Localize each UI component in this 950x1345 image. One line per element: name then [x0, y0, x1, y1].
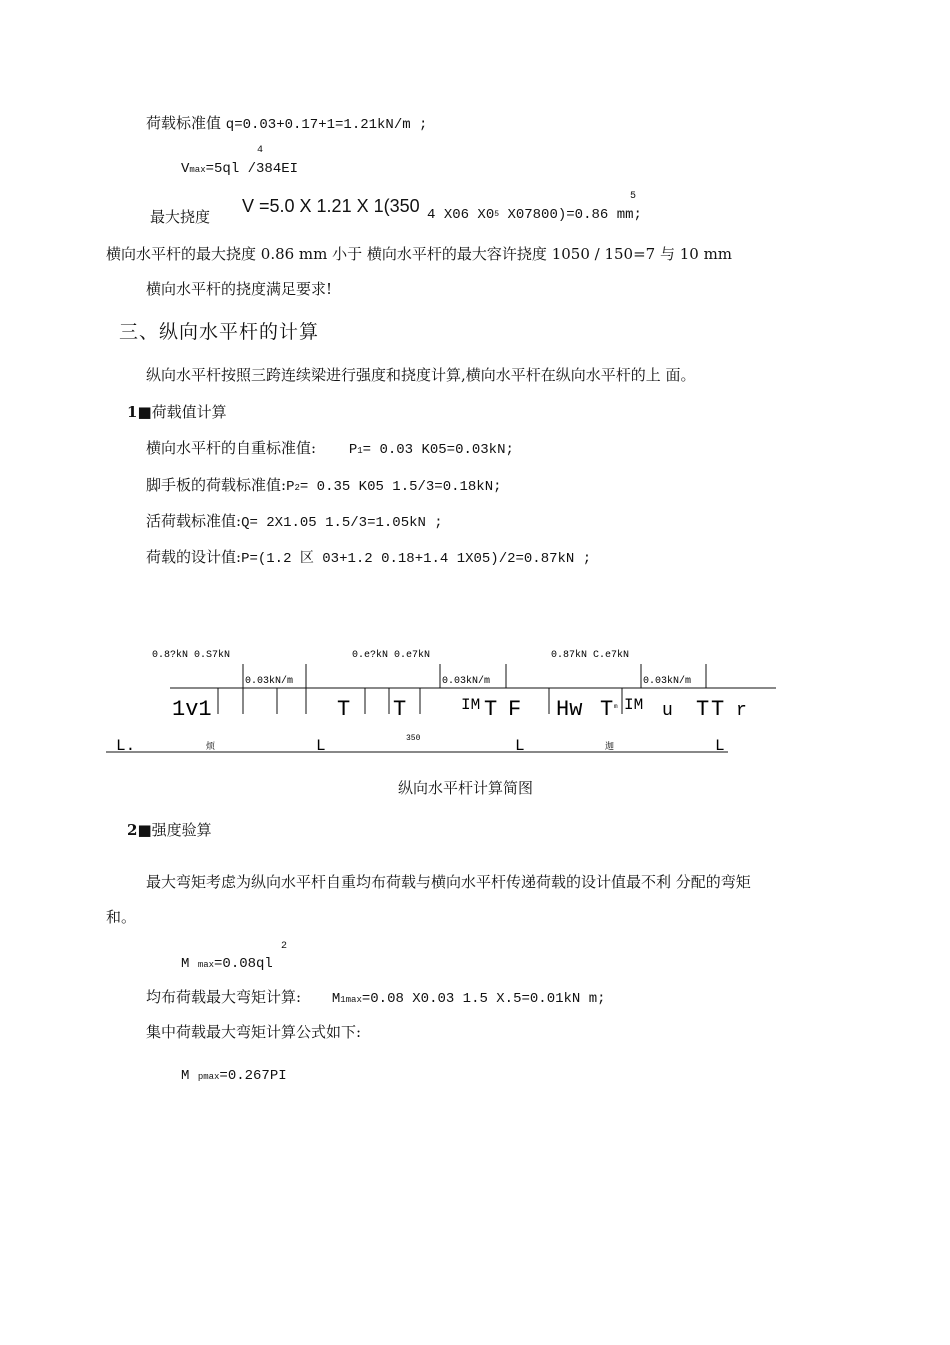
- support-label-2: L: [316, 737, 326, 755]
- glyph-12: T: [711, 697, 725, 722]
- uniform-moment-line: 均布荷载最大弯矩计算: M1max=0.08 X0.03 1.5 X.5=0.01kN m;: [146, 988, 606, 1007]
- moment-paragraph-line-1: 最大弯矩考虑为纵向水平杆自重均布荷载与横向水平杆传递荷载的设计值最不利 分配的弯矩: [146, 873, 751, 891]
- section-3-title: 三、纵向水平杆的计算: [119, 321, 320, 343]
- max-deflection-label: 最大挠度: [150, 208, 211, 226]
- board-load-line: 脚手板的荷载标准值:P2= 0.35 K05 1.5/3=0.18kN;: [146, 476, 502, 495]
- glyph-9: IM: [624, 696, 644, 714]
- max-deflection-exp: 5: [630, 191, 637, 202]
- support-label-3: L: [515, 737, 525, 755]
- max-deflection-tail: 4 X06 $X0^5$ X07800)=0.86 mm;: [427, 207, 642, 223]
- max-deflection-calc: V =5.0 X 1.21 X 1(350: [242, 196, 420, 216]
- glyph-tiny: m: [614, 703, 618, 710]
- glyph-5: T: [484, 697, 498, 722]
- self-weight-line: 横向水平杆的自重标准值: P1= 0.03 K05=0.03kN;: [146, 439, 514, 458]
- glyph-4: IM: [461, 696, 481, 714]
- moment-paragraph-line-2: 和。: [106, 908, 137, 926]
- span-label-1: 烦: [206, 742, 216, 752]
- glyph-row: [172, 696, 747, 722]
- live-load-line: 活荷载标准值:Q= 2X1.05 1.5/3=1.05kN ;: [146, 512, 443, 531]
- mpmax-formula: M pmax=0.267PI: [181, 1068, 287, 1084]
- black-square-icon: ■: [137, 821, 152, 839]
- dist-load-label-1: 0.03kN/m: [245, 676, 294, 687]
- load-standard-label: 荷载标准值: [146, 114, 222, 132]
- load-standard-formula: q=0.03+0.17+1=1.21kN/m ;: [225, 117, 428, 133]
- glyph-11: T: [696, 697, 710, 722]
- glyph-1: 1v1: [172, 697, 212, 722]
- mmax-exponent: 2: [281, 941, 288, 952]
- point-load-label-1: 0.8?kN 0.S7kN: [152, 650, 231, 661]
- support-label-1: L.: [116, 737, 136, 755]
- span-label-2: 350: [406, 734, 421, 743]
- point-load-label-2: 0.e?kN 0.e7kN: [352, 650, 431, 661]
- design-load-line: 荷载的设计值:P=(1.2 区 03+1.2 0.18+1.4 1X05)/2=0.87kN ;: [146, 548, 592, 567]
- point-load-label-3: 0.87kN C.e7kN: [551, 650, 630, 661]
- dist-load-label-2: 0.03kN/m: [442, 676, 491, 687]
- glyph-10: u: [662, 701, 673, 721]
- section-3-intro: 纵向水平杆按照三跨连续梁进行强度和挠度计算,横向水平杆在纵向水平杆的上 面。: [146, 366, 696, 384]
- glyph-2: T: [337, 697, 351, 722]
- item-2-heading: 2■强度验算: [127, 821, 212, 839]
- glyph-3: T: [393, 697, 407, 722]
- span-label-3: 迦: [605, 742, 615, 752]
- concentrated-moment-label: 集中荷载最大弯矩计算公式如下:: [146, 1023, 362, 1041]
- dist-load-label-3: 0.03kN/m: [643, 676, 692, 687]
- diagram-caption: 纵向水平杆计算简图: [398, 779, 534, 797]
- vmax-formula: Vmax=5ql /384EI: [181, 161, 299, 177]
- deflection-compare: 横向水平杆的最大挠度 0.86 mm 小于 横向水平杆的最大容许挠度 1050 / 150=7 与 10 mm: [106, 245, 733, 263]
- black-square-icon: ■: [137, 403, 152, 421]
- glyph-7: Hw: [556, 697, 583, 722]
- mmax-formula: M max=0.08ql: [181, 956, 273, 972]
- deflection-conclusion: 横向水平杆的挠度满足要求!: [146, 280, 333, 298]
- vmax-exponent: 4: [257, 145, 264, 156]
- support-label-4: L: [715, 737, 725, 755]
- glyph-13: r: [736, 701, 747, 721]
- glyph-6: F: [508, 697, 522, 722]
- item-1-heading: 1■荷载值计算: [127, 403, 227, 421]
- glyph-8: T: [600, 697, 614, 722]
